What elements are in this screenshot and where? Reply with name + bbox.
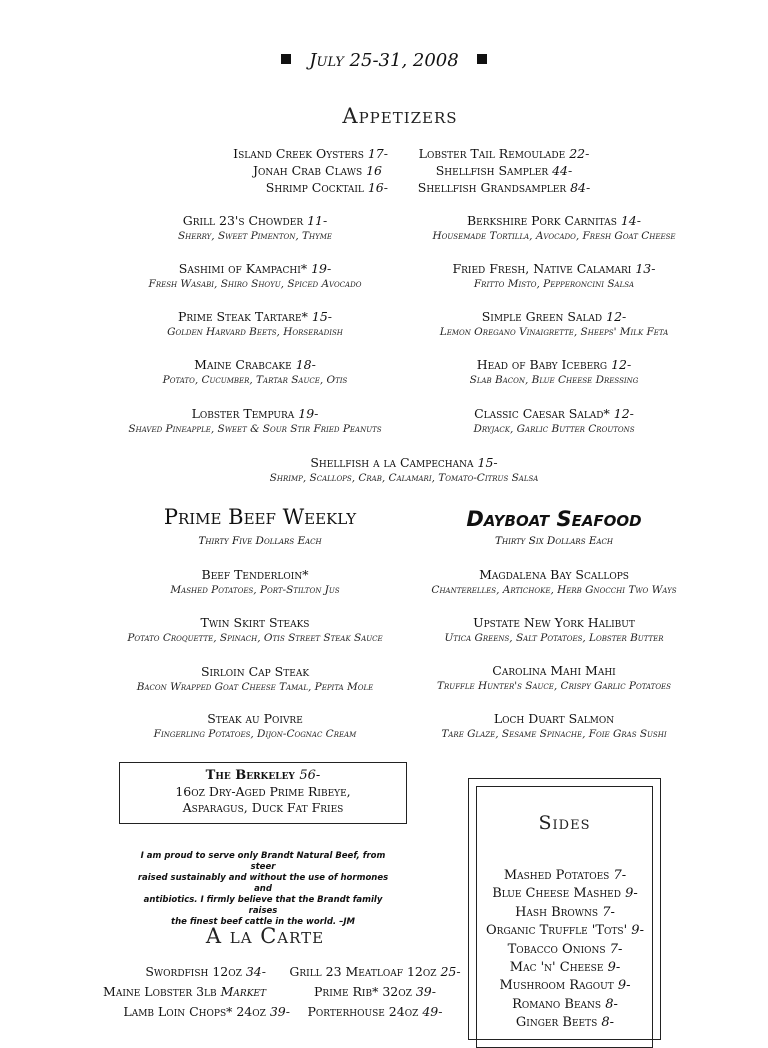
menu-item: Prime Steak Tartare* 15- Golden Harvard Beets, Horseradish <box>167 309 343 338</box>
berkeley-box <box>119 762 407 824</box>
menu-item: Porterhouse 24oz 49- <box>307 1004 443 1019</box>
menu-item: Magdalena Bay Scallops Chanterelles, Artichoke, Herb Gnocchi Two Ways <box>431 567 677 596</box>
menu-item: Classic Caesar Salad* 12- Dryjack, Garlic Butter Croutons <box>473 406 635 435</box>
dayboat-heading: Dayboat Seafood <box>466 507 642 531</box>
menu-item: Fried Fresh, Native Calamari 13- Fritto Misto, Pepperoncini Salsa <box>452 261 656 290</box>
dayboat-subtitle: Thirty Six Dollars Each <box>494 535 614 547</box>
menu-item: Island Creek Oysters 17- <box>233 146 388 161</box>
menu-item: Jonah Crab Claws 16 <box>253 163 382 178</box>
sides-list <box>465 867 665 1033</box>
menu-item: Organic Truffle 'Tots' 9- <box>486 923 644 939</box>
menu-item: Shrimp Cocktail 16- <box>265 180 388 195</box>
date-text: July 25-31, 2008 <box>309 50 459 71</box>
menu-item: Prime Rib* 32oz 39- <box>314 984 436 999</box>
menu-item: Maine Lobster 3lb Market <box>103 984 266 999</box>
menu-item: Sashimi of Kampachi* 19- Fresh Wasabi, Shiro Shoyu, Spiced Avocado <box>148 261 362 290</box>
prime-beef-heading: Prime Beef Weekly <box>163 505 357 529</box>
raw-bar-right <box>404 145 604 196</box>
menu-item: Lobster Tempura 19- Shaved Pineapple, Sweet & Sour Stir Fried Peanuts <box>128 406 382 435</box>
a-la-carte-heading: A la Carte <box>205 924 325 948</box>
menu-item: Lobster Tail Remoulade 22- <box>418 146 590 161</box>
menu-item: Mashed Potatoes 7- <box>503 868 627 883</box>
menu-item: Shellfish a la Campechana 15- Shrimp, Scallops, Crab, Calamari, Tomato-Citrus Salsa <box>269 455 539 484</box>
menu-date <box>0 50 768 71</box>
menu-item: Sirloin Cap Steak Bacon Wrapped Goat Cheese Tamal, Pepita Mole <box>136 664 374 693</box>
square-bullet-icon <box>281 54 291 64</box>
a-la-carte-right <box>270 962 480 1022</box>
menu-item: Beef Tenderloin* Mashed Potatoes, Port-Stilton Jus <box>170 567 340 596</box>
menu-item: Hash Browns 7- <box>515 904 615 920</box>
beef-quote: I am proud to serve only Brandt Natural Beef, from steer raised sustainably and without the use of hormones and antibiotics. I firmly believe that the Brandt family raises the finest beef cattle in the world. –JM <box>137 851 389 927</box>
menu-item: Grill 23 Meatloaf 12oz 25- <box>289 964 461 979</box>
menu-item-name: The Berkeley 56- <box>205 768 321 783</box>
menu-item: Lamb Loin Chops* 24oz 39- <box>123 1004 290 1019</box>
menu-item: Carolina Mahi Mahi Truffle Hunter's Sauce, Crispy Garlic Potatoes <box>437 663 671 692</box>
menu-item: Mac 'n' Cheese 9- <box>509 960 621 976</box>
menu-item: Blue Cheese Mashed 9- <box>492 886 638 902</box>
menu-item-desc: Asparagus, Duck Fat Fries <box>182 800 344 815</box>
a-la-carte-left <box>60 962 290 1022</box>
menu-item: Ginger Beets 8- <box>515 1015 615 1031</box>
sides-heading: Sides <box>538 812 591 834</box>
menu-item: Shellfish Sampler 44- <box>435 163 573 178</box>
prime-beef-subtitle: Thirty Five Dollars Each <box>198 535 322 547</box>
menu-item: Grill 23's Chowder 11- Sherry, Sweet Pimenton, Thyme <box>177 213 333 242</box>
sides-box <box>468 778 661 1040</box>
menu-item: Simple Green Salad 12- Lemon Oregano Vinaigrette, Sheeps' Milk Feta <box>439 309 669 338</box>
menu-item: Steak au Poivre Fingerling Potatoes, Dijon-Cognac Cream <box>153 711 357 740</box>
menu-item: Maine Crabcake 18- Potato, Cucumber, Tartar Sauce, Otis <box>162 357 348 386</box>
menu-item: Twin Skirt Steaks Potato Croquette, Spinach, Otis Street Steak Sauce <box>127 615 383 644</box>
menu-item: Head of Baby Iceberg 12- Slab Bacon, Blue Cheese Dressing <box>469 357 639 386</box>
menu-item: Mushroom Ragout 9- <box>499 978 631 994</box>
menu-item: Tobacco Onions 7- <box>507 941 623 957</box>
menu-item: Swordfish 12oz 34- <box>145 964 266 979</box>
menu-item: Loch Duart Salmon Tare Glaze, Sesame Spinache, Foie Gras Sushi <box>441 711 667 740</box>
square-bullet-icon <box>477 54 487 64</box>
menu-item: Upstate New York Halibut Utica Greens, Salt Potatoes, Lobster Butter <box>444 615 664 644</box>
raw-bar-left <box>150 145 388 196</box>
menu-item-desc: 16oz Dry-Aged Prime Ribeye, <box>175 784 351 799</box>
menu-item: Berkshire Pork Carnitas 14- Housemade Tortilla, Avocado, Fresh Goat Cheese <box>432 213 676 242</box>
appetizers-heading: Appetizers <box>342 104 458 128</box>
menu-item: Shellfish Grandsampler 84- <box>417 180 591 195</box>
menu-item: Romano Beans 8- <box>512 996 618 1012</box>
